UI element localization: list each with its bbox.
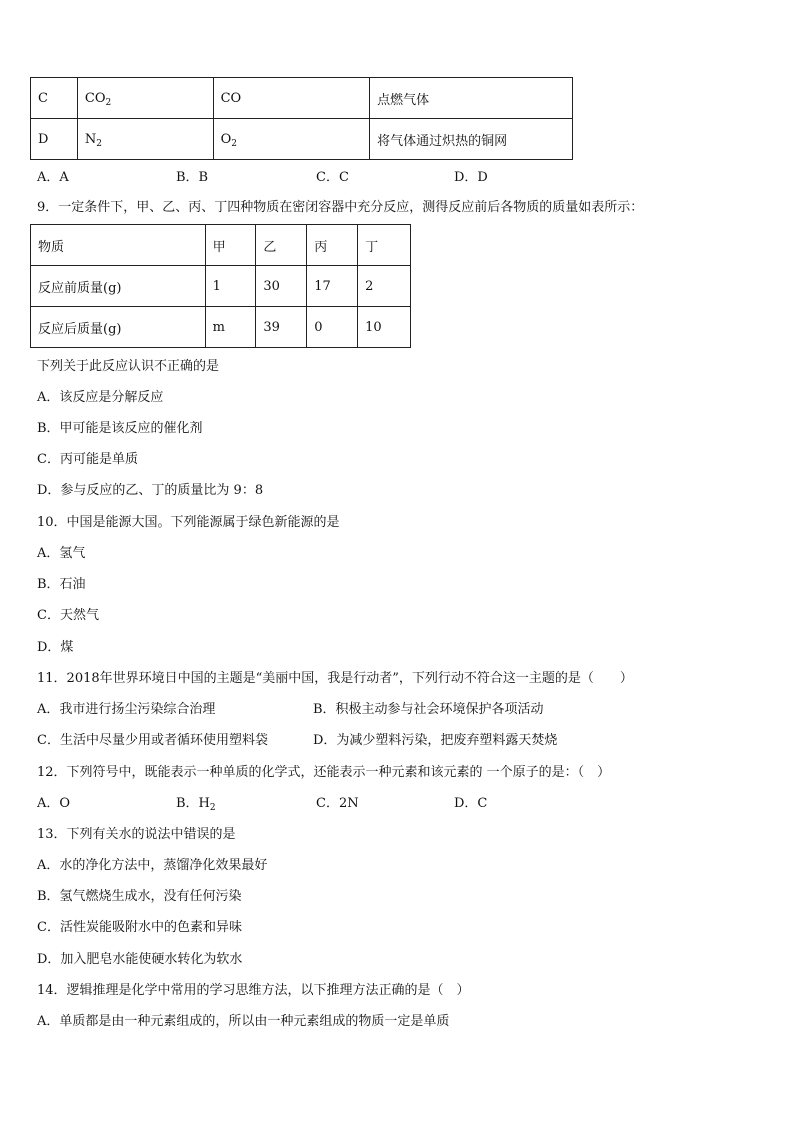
impurity-cell: CO [213,78,370,119]
cell: 反应前质量(g) [31,266,206,307]
q9-option-a: A．该反应是分解反应 [37,390,164,405]
q13-option-c: C．活性炭能吸附水中的色素和异味 [37,920,242,935]
option: C．C [316,170,349,185]
cell: m [205,307,256,348]
cell: 10 [358,307,411,348]
method-cell: 将气体通过炽热的铜网 [370,119,573,160]
option: B．B [176,170,209,185]
option: B．$H_2$ [176,796,216,813]
option: A．我市进行扬尘污染综合治理 [37,702,216,717]
q10-option-c: C．天然气 [37,608,99,623]
q14-stem: 14．逻辑推理是化学中常用的学习思维方法，以下推理方法正确的是（ ） [37,983,470,998]
q10-option-b: B．石油 [37,577,86,592]
option: C．生活中尽量少用或者循环使用塑料袋 [37,733,268,748]
substance-cell: $N_2$ [77,119,213,160]
table-row [31,78,573,119]
table-row [31,266,411,307]
cell: 17 [307,266,358,307]
q9-prompt: 下列关于此反应认识不正确的是 [37,359,220,374]
gas-table [30,77,573,160]
q10-option-a: A．氢气 [37,546,86,561]
option: D．C [454,796,488,811]
cell: 2 [358,266,411,307]
q11-options-row1 [37,701,544,719]
mass-table [30,224,411,348]
cell: 0 [307,307,358,348]
table-row [31,119,573,160]
q12-stem: 12．下列符号中，既能表示一种单质的化学式，还能表示一种元素和该元素的 一个原子的是：（ ） [37,765,611,780]
header-cell: 甲 [205,225,256,266]
q9-option-d: D．参与反应的乙、丁的质量比为 9：8 [37,483,264,498]
cell: 反应后质量(g) [31,307,206,348]
q13-stem: 13．下列有关水的说法中错误的是 [37,827,236,842]
option: C．2N [316,796,359,811]
header-cell: 物质 [31,225,206,266]
table-header-row [31,225,411,266]
q14-option-a: A．单质都是由一种元素组成的，所以由一种元素组成的物质一定是单质 [37,1014,450,1029]
q12-options [37,795,487,813]
option: D．为减少塑料污染，把废弃塑料露天焚烧 [313,733,558,748]
q13-option-a: A．水的净化方法中，蒸馏净化效果最好 [37,858,268,873]
q8-options [37,169,488,187]
cell: 1 [205,266,256,307]
q13-option-d: D．加入肥皂水能使硬水转化为软水 [37,952,243,967]
q10-stem: 10．中国是能源大国。下列能源属于绿色新能源的是 [37,515,340,530]
q13-option-b: B．氢气燃烧生成水，没有任何污染 [37,889,242,904]
cell: 30 [256,266,307,307]
q11-stem: 11．2018年世界环境日中国的主题是“美丽中国，我是行动者”，下列行动不符合这一主题的是（ ） [37,671,633,686]
q9-option-c: C．丙可能是单质 [37,452,138,467]
substance-cell: $CO_2$ [77,78,213,119]
impurity-cell: $O_2$ [213,119,370,160]
header-cell: 丙 [307,225,358,266]
option: A．A [37,170,69,185]
header-cell: 丁 [358,225,411,266]
option: D．D [454,170,488,185]
q10-option-d: D．煤 [37,640,74,655]
q9-stem: 9．一定条件下，甲、乙、丙、丁四种物质在密闭容器中充分反应，测得反应前后各物质的质量如表所示： [37,200,644,215]
header-cell: 乙 [256,225,307,266]
q11-options-row2 [37,732,557,750]
option: A．O [37,796,71,811]
table-row [31,307,411,348]
q9-option-b: B．甲可能是该反应的催化剂 [37,421,203,436]
row-label: C [31,78,78,119]
row-label: D [31,119,78,160]
cell: 39 [256,307,307,348]
method-cell: 点燃气体 [370,78,573,119]
option: B．积极主动参与社会环境保护各项活动 [313,702,544,717]
